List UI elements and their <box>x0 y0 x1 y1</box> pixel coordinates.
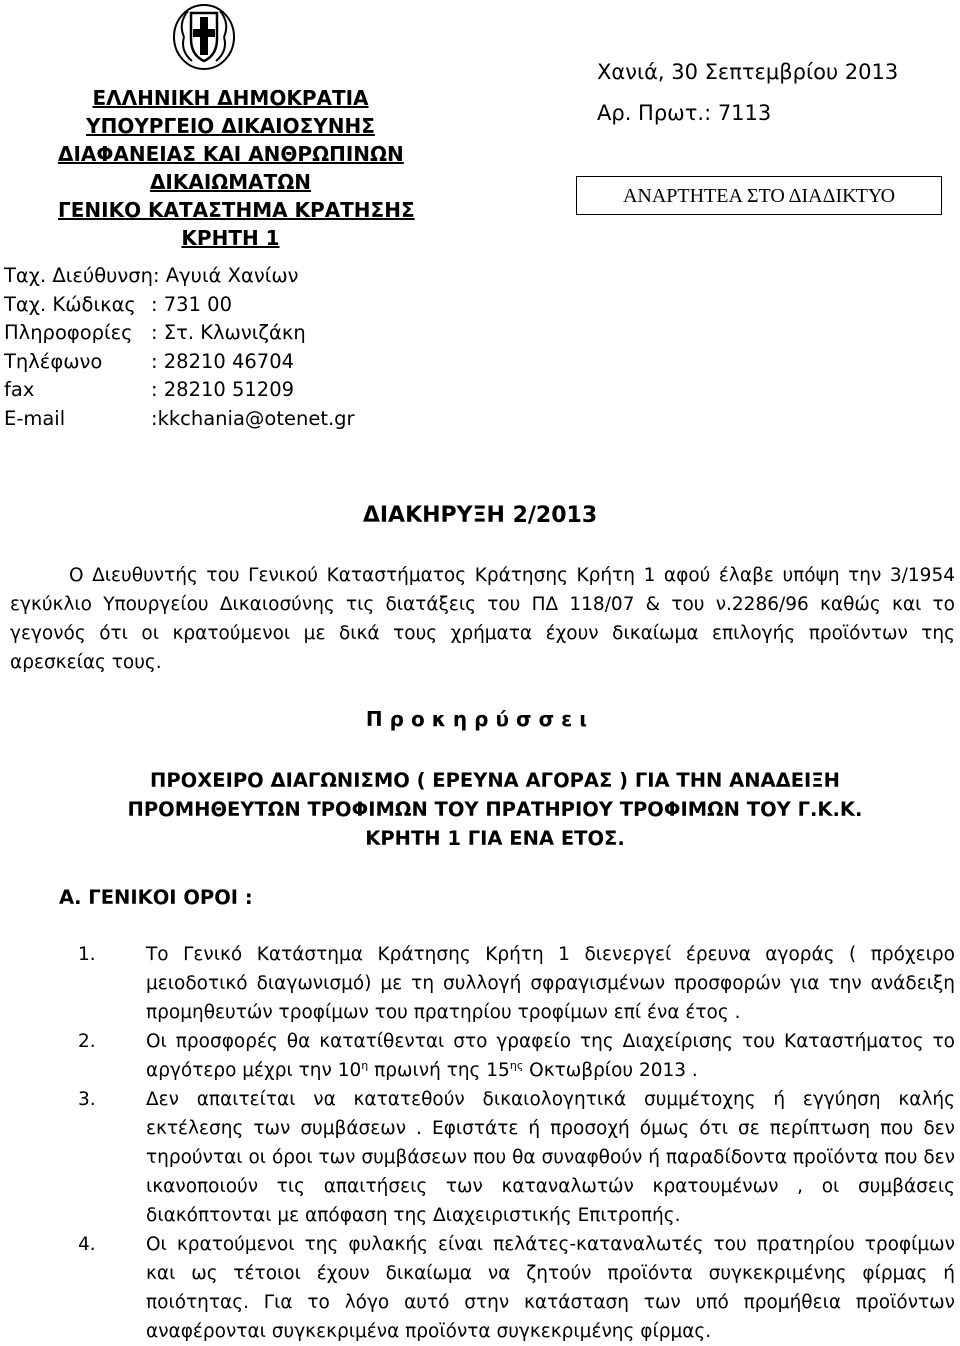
term-number: 3. <box>78 1089 96 1110</box>
term-text-part: Οκτωβρίου 2013 . <box>523 1060 698 1081</box>
contact-value: :kkchania@otenet.gr <box>151 406 355 430</box>
list-item <box>78 940 955 1027</box>
contact-label: Πληροφορίες <box>4 321 133 344</box>
term-text-part: πρωινή της 15 <box>368 1060 510 1081</box>
term-number: 2. <box>78 1031 96 1052</box>
declaration-title: ΔΙΑΚΗΡΥΞΗ 2/2013 <box>362 503 598 528</box>
authority-line: ΚΡΗΤΗ 1 <box>181 226 280 250</box>
term-number: 4. <box>78 1234 96 1255</box>
term-text-part: Οι προσφορές θα κατατίθενται στο γραφείο της Διαχείρισης του Καταστήματος το αργότερο μέχρι την 10 <box>146 1031 955 1081</box>
contact-label: Ταχ. Διεύθυνση: <box>4 264 160 287</box>
list-item <box>78 1027 955 1085</box>
term-text: Το Γενικό Κατάστημα Κράτησης Κρήτη 1 διενεργεί έρευνα αγοράς ( πρόχειρο μειοδοτικό διαγωνισμό) με τη συλλογή σφραγισμένων προσφορών για την ανάδειξη προμηθευτών τροφίμων του πρατηρίου τροφίμων επί ένα έτος . <box>146 944 955 1023</box>
intro-paragraph: Ο Διευθυντής του Γενικού Καταστήματος Κράτησης Κρήτη 1 αφού έλαβε υπόψη την 3/1954 εγκύκλιο Υπουργείου Δικαιοσύνης τις διατάξεις του ΠΔ 118/07 & του ν.2286/96 καθώς και το γεγονός ότι οι κρατούμενοι με δικά τους χρήματα έχουν δικαίωμα επιλογής προϊόντων της αρεσκείας τους. <box>10 565 955 673</box>
authority-line: ΕΛΛΗΝΙΚΗ ΔΗΜΟΚΡΑΤΙΑ <box>92 86 369 110</box>
term-text <box>146 1027 955 1085</box>
contact-label: Ταχ. Κώδικας <box>4 292 136 316</box>
contact-value: : Στ. Κλωνιζάκη <box>151 321 306 344</box>
term-text: Δεν απαιτείται να κατατεθούν δικαιολογητικά συμμέτοχης ή εγγύηση καλής εκτέλεσης των συμβάσεων . Εφιστάτε ή προσοχή όμως ότι σε περίπτωση που δεν τηρούνται οι όροι των συμβάσεων που θα συναφθούν ή παραδίδοντα προϊόντα που δεν ικανοποιούν τις απαιτήσεις των καταναλωτών κρατουμένων , οι συμβάσεις διακόπτονται με απόφαση της Διαχειριστικής Επιτροπής. <box>146 1089 955 1226</box>
contact-row-info <box>4 319 355 348</box>
place-date: Χανιά, 30 Σεπτεμβρίου 2013 <box>597 60 899 84</box>
authority-line: ΔΙΑΦΑΝΕΙΑΣ ΚΑΙ ΑΝΘΡΩΠΙΝΩΝ <box>58 142 404 166</box>
contact-value: : 28210 46704 <box>151 349 295 373</box>
tender-heading-line: ΚΡΗΤΗ 1 ΓΙΑ ΕΝΑ ΕΤΟΣ. <box>365 827 625 850</box>
tender-heading-line: ΠΡΟΧΕΙΡΟ ΔΙΑΓΩΝΙΣΜΟ ( ΕΡΕΥΝΑ ΑΓΟΡΑΣ ) ΓΙΑ ΤΗΝ ΑΝΑΔΕΙΞΗ <box>150 769 840 792</box>
proclaims-heading: Προκηρύσσει <box>365 707 595 731</box>
ordinal-suffix: η <box>361 1058 369 1072</box>
authority-header <box>58 84 415 252</box>
term-number: 1. <box>78 944 96 965</box>
term-text: Οι κρατούμενοι της φυλακής είναι πελάτες-καταναλωτές του πρατηρίου τροφίμων και ως τέτοιοι έχουν δικαίωμα να ζητούν προϊόντα συγκεκριμένης φίρμας ή ποιότητας. Για το λόγο αυτό στην κατάσταση των υπό προμήθεια προϊόντων αναφέρονται συγκεκριμένα προϊόντα συγκεκριμένης φίρμας. <box>146 1234 955 1342</box>
list-item <box>78 1085 955 1230</box>
authority-line: ΔΙΚΑΙΩΜΑΤΩΝ <box>149 170 312 194</box>
contact-label: E-mail <box>4 406 66 430</box>
contact-row-email <box>4 405 355 434</box>
contact-label: Τηλέφωνο <box>4 349 103 373</box>
contact-value: : 28210 51209 <box>151 378 295 401</box>
authority-line: ΓΕΝΙΚΟ ΚΑΤΑΣΤΗΜΑ ΚΡΑΤΗΣΗΣ <box>58 198 415 222</box>
coat-of-arms-emblem <box>172 3 236 71</box>
contact-row-fax <box>4 376 355 405</box>
contact-row-postcode <box>4 291 355 320</box>
tender-heading <box>30 766 960 853</box>
contact-label: fax <box>4 378 35 401</box>
section-heading-general-terms: Α. ΓΕΝΙΚΟΙ ΟΡΟΙ : <box>59 886 253 909</box>
contact-value: : 731 00 <box>151 292 232 316</box>
contact-value: Αγυιά Χανίων <box>165 264 299 287</box>
contact-row-phone <box>4 348 355 377</box>
authority-line: ΥΠΟΥΡΓΕΙΟ ΔΙΚΑΙΟΣΥΝΗΣ <box>86 114 375 138</box>
ordinal-suffix: ης <box>509 1058 524 1072</box>
tender-heading-line: ΠΡΟΜΗΘΕΥΤΩΝ ΤΡΟΦΙΜΩΝ ΤΟΥ ΠΡΑΤΗΡΙΟΥ ΤΡΟΦΙΜΩΝ ΤΟΥ Γ.Κ.Κ. <box>127 798 863 821</box>
posting-notice-box: ΑΝΑΡΤΗΤΕΑ ΣΤΟ ΔΙΑΔΙΚΤΥΟ <box>576 176 942 215</box>
terms-list <box>78 940 955 1346</box>
contact-details <box>4 262 355 433</box>
contact-row-address <box>4 262 355 291</box>
protocol-number: Αρ. Πρωτ.: 7113 <box>597 101 772 125</box>
